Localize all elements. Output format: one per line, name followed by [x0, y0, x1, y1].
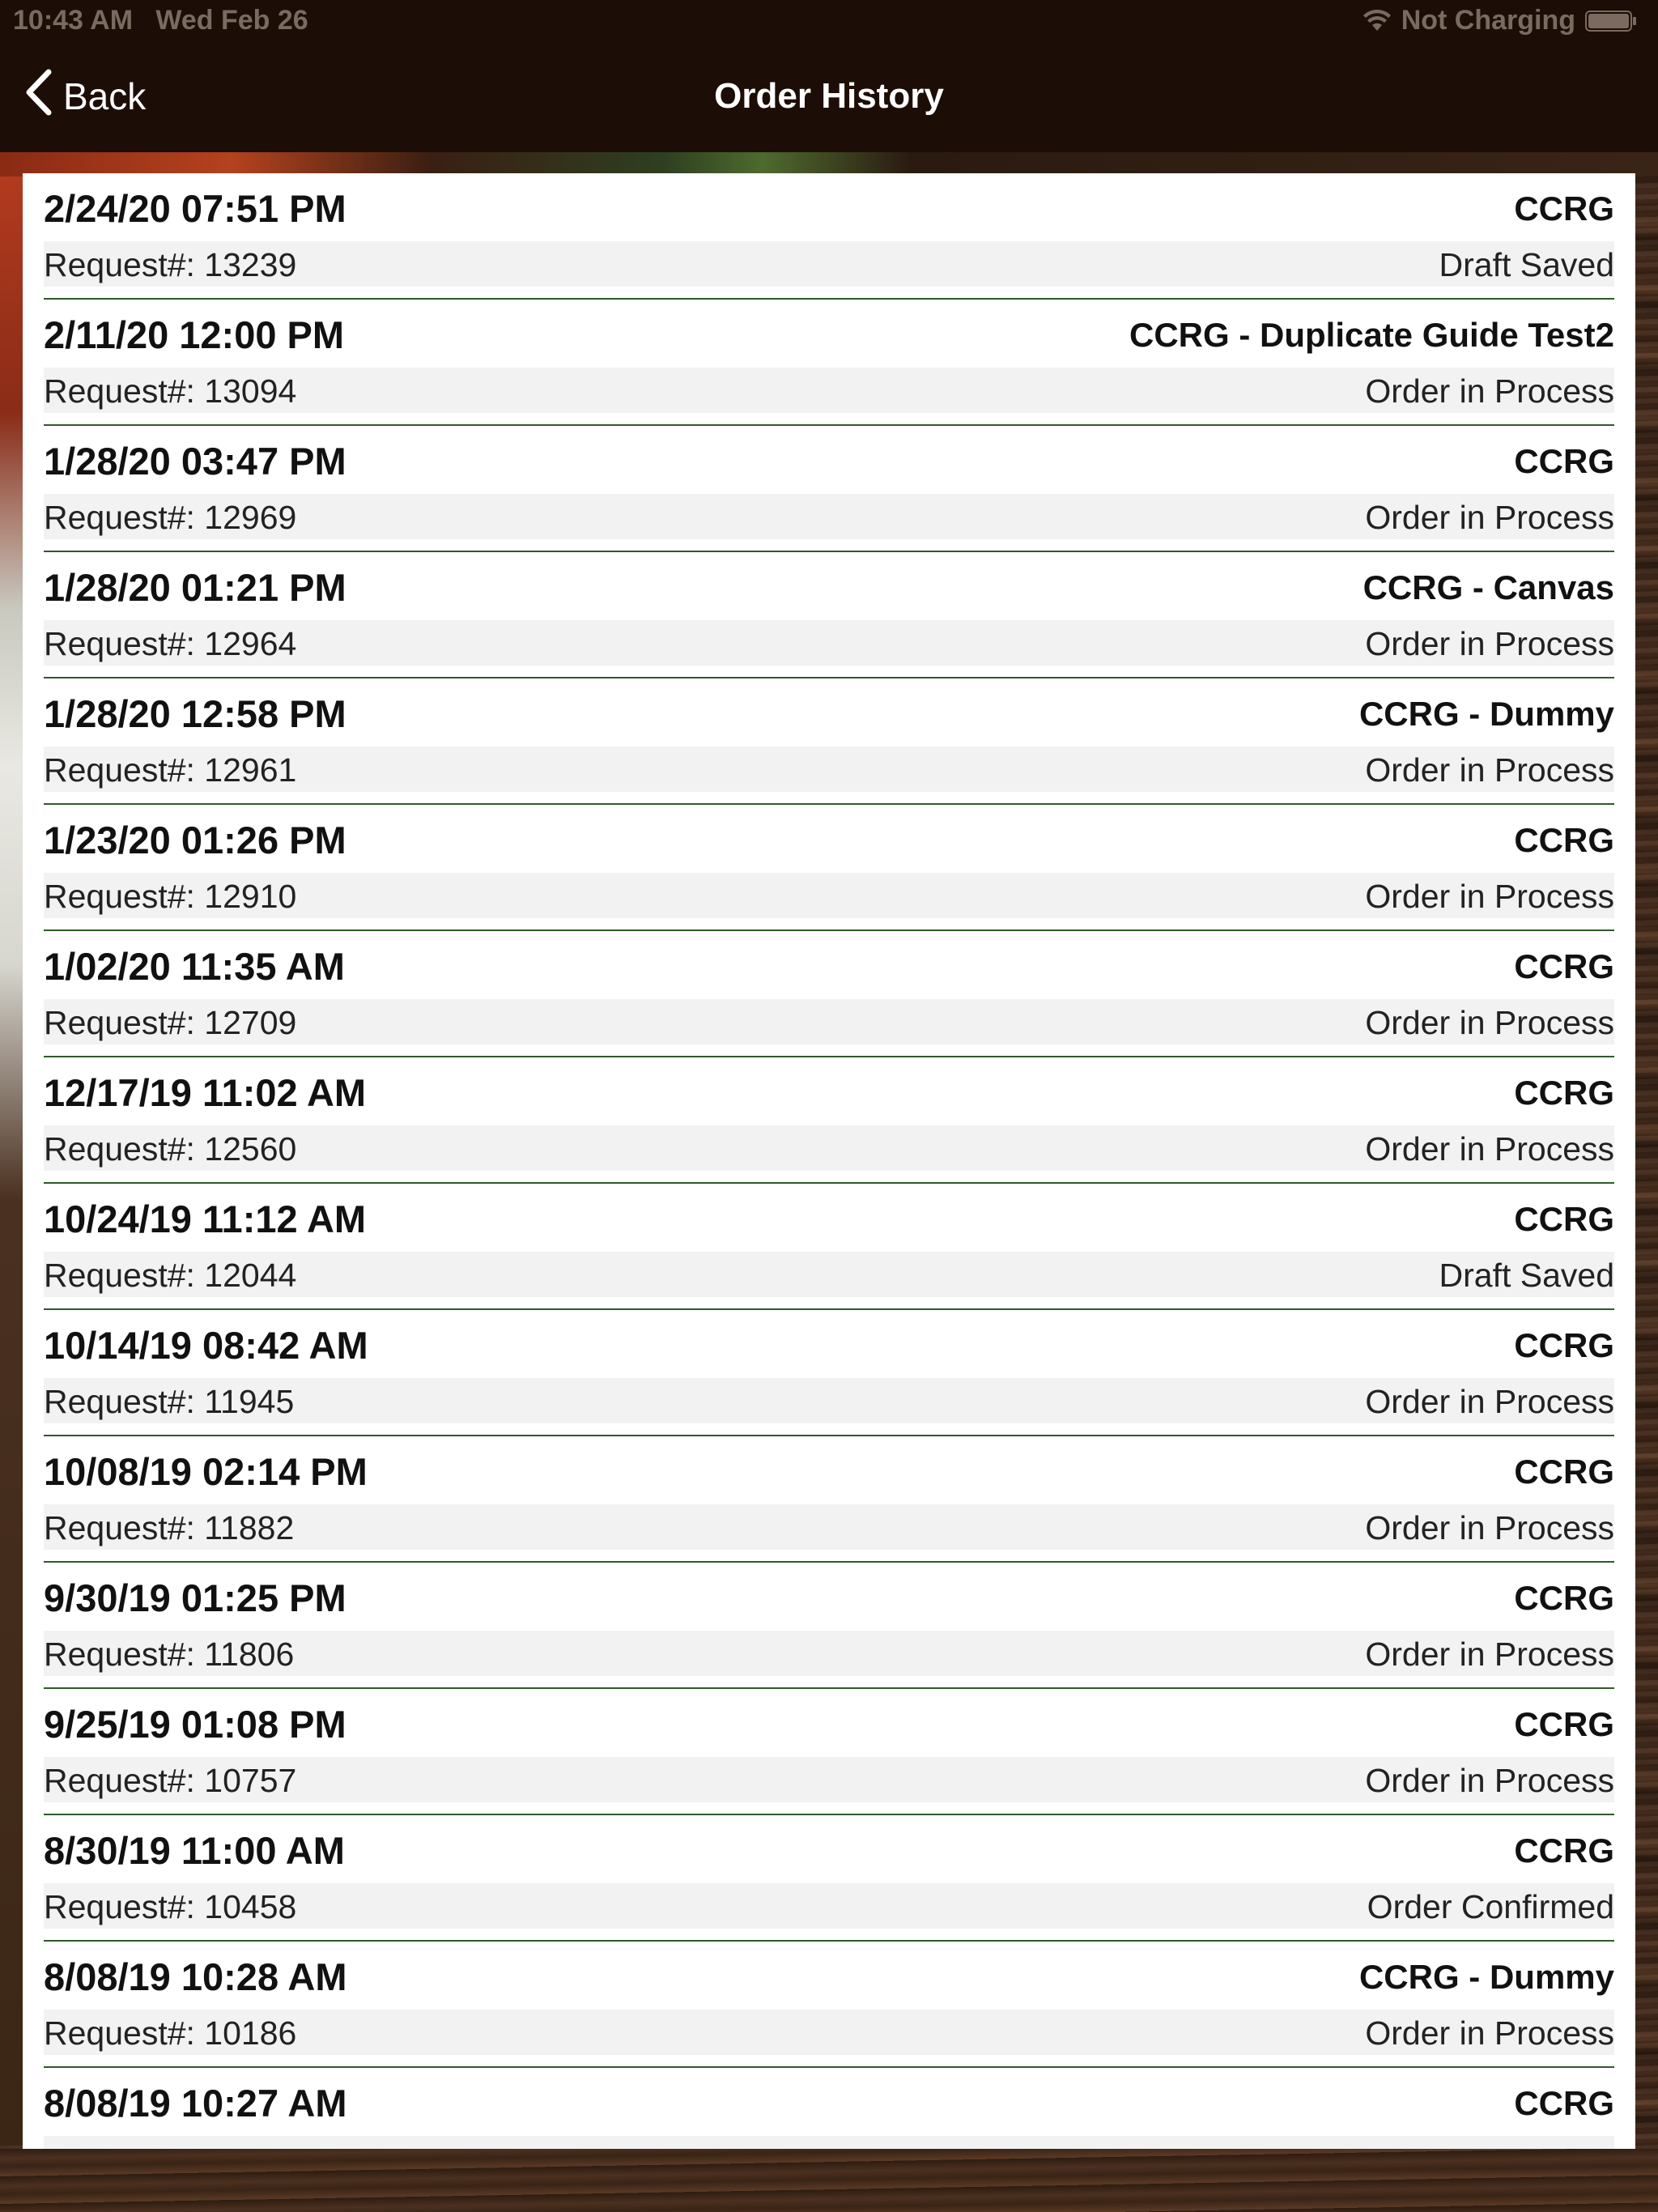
order-date: 1/28/20 12:58 PM — [44, 692, 346, 735]
order-vendor: CCRG — [1514, 1579, 1614, 1617]
order-history-list[interactable] — [23, 173, 1635, 2149]
order-row[interactable] — [44, 678, 1614, 805]
order-status: Order in Process — [1365, 372, 1614, 410]
order-status: Order in Process — [1365, 1383, 1614, 1420]
order-row[interactable] — [44, 1436, 1614, 1563]
back-label: Back — [63, 75, 147, 117]
order-request-number: Request#: 11882 — [44, 1509, 295, 1546]
order-date: 1/28/20 01:21 PM — [44, 566, 346, 609]
order-request-number: Request#: 12560 — [44, 1130, 297, 1168]
order-date: 1/28/20 03:47 PM — [44, 440, 346, 483]
order-vendor: CCRG — [1514, 2084, 1614, 2122]
order-row[interactable] — [44, 1563, 1614, 1689]
background-photo-edge — [0, 177, 23, 2146]
order-status: Draft Saved — [1439, 1257, 1614, 1294]
order-request-number: Request#: 10757 — [44, 1762, 297, 1799]
order-row[interactable] — [44, 805, 1614, 931]
charging-status: Not Charging — [1401, 5, 1575, 36]
order-vendor: CCRG — [1514, 947, 1614, 985]
order-status: Order in Process — [1365, 1509, 1614, 1546]
order-vendor: CCRG — [1514, 189, 1614, 228]
order-row[interactable] — [44, 1942, 1614, 2068]
order-row[interactable] — [44, 426, 1614, 552]
order-status: Order in Process — [1365, 751, 1614, 789]
order-status: Order in Process — [1365, 878, 1614, 915]
order-request-number: Request#: 13094 — [44, 372, 297, 410]
order-request-number: Request#: 12044 — [44, 1257, 297, 1294]
order-status: Order in Process — [1365, 1130, 1614, 1168]
status-date: Wed Feb 26 — [155, 5, 308, 36]
order-date: 8/08/19 10:27 AM — [44, 2082, 347, 2125]
order-date: 10/24/19 11:12 AM — [44, 1197, 367, 1240]
order-row[interactable] — [44, 1689, 1614, 1815]
status-time-date — [13, 5, 308, 36]
order-date: 12/17/19 11:02 AM — [44, 1071, 367, 1114]
order-vendor: CCRG — [1514, 442, 1614, 480]
order-request-number: Request#: 12969 — [44, 499, 297, 536]
order-vendor: CCRG — [1514, 1831, 1614, 1870]
order-vendor: CCRG — [1514, 1326, 1614, 1364]
navigation-bar — [0, 40, 1658, 152]
order-vendor: CCRG - Dummy — [1358, 695, 1614, 733]
page-title: Order History — [714, 76, 944, 116]
order-date: 2/11/20 12:00 PM — [44, 313, 345, 356]
order-date: 8/08/19 10:28 AM — [44, 1955, 347, 1998]
wifi-icon — [1363, 10, 1392, 32]
order-request-number: Request#: 13239 — [44, 246, 297, 283]
order-request-number: Request#: 11945 — [44, 1383, 295, 1420]
order-row[interactable] — [44, 300, 1614, 426]
status-bar — [0, 0, 1658, 40]
order-row[interactable] — [44, 1310, 1614, 1436]
order-vendor: CCRG — [1514, 1200, 1614, 1238]
order-row[interactable] — [44, 173, 1614, 300]
order-row[interactable] — [44, 1184, 1614, 1310]
status-time: 10:43 AM — [13, 5, 134, 36]
order-vendor: CCRG — [1514, 821, 1614, 859]
order-status: Draft Saved — [1439, 246, 1614, 283]
order-request-number: Request#: 10458 — [44, 1888, 297, 1925]
order-row[interactable] — [44, 552, 1614, 678]
order-date: 9/25/19 01:08 PM — [44, 1703, 346, 1746]
order-vendor: CCRG - Duplicate Guide Test2 — [1129, 316, 1614, 354]
order-vendor: CCRG — [1514, 1453, 1614, 1491]
order-date: 8/30/19 11:00 AM — [44, 1829, 345, 1872]
order-date: 1/02/20 11:35 AM — [44, 945, 345, 988]
order-request-number: Request#: 12709 — [44, 1004, 297, 1041]
order-status: Order in Process — [1365, 1762, 1614, 1799]
order-row[interactable] — [44, 1057, 1614, 1184]
order-vendor: CCRG — [1514, 1705, 1614, 1743]
order-date: 10/14/19 08:42 AM — [44, 1324, 368, 1367]
order-vendor: CCRG — [1514, 1074, 1614, 1112]
order-request-number: Request#: 11806 — [44, 1636, 295, 1673]
order-status: Order in Process — [1365, 1636, 1614, 1673]
order-date: 2/24/20 07:51 PM — [44, 187, 346, 230]
order-request-number: Request#: 12961 — [44, 751, 297, 789]
background-wood — [0, 2149, 1658, 2212]
order-row[interactable] — [44, 1815, 1614, 1942]
order-status: Order Confirmed — [1367, 1888, 1614, 1925]
battery-icon — [1585, 10, 1637, 32]
order-status: Order in Process — [1365, 1004, 1614, 1041]
order-status: Order in Process — [1365, 499, 1614, 536]
order-request-number: Request#: 12964 — [44, 625, 297, 662]
order-date: 9/30/19 01:25 PM — [44, 1576, 346, 1619]
order-date: 10/08/19 02:14 PM — [44, 1450, 368, 1493]
order-request-number: Request#: 12910 — [44, 878, 297, 915]
status-right — [1363, 5, 1637, 36]
order-vendor: CCRG - Dummy — [1358, 1958, 1614, 1996]
order-row[interactable] — [44, 931, 1614, 1057]
order-vendor: CCRG - Canvas — [1363, 568, 1614, 606]
order-row[interactable] — [44, 2068, 1614, 2149]
order-status: Order in Process — [1365, 2014, 1614, 2052]
order-status: Order in Process — [1365, 625, 1614, 662]
order-date: 1/23/20 01:26 PM — [44, 819, 346, 861]
order-request-number: Request#: 10186 — [44, 2014, 297, 2052]
